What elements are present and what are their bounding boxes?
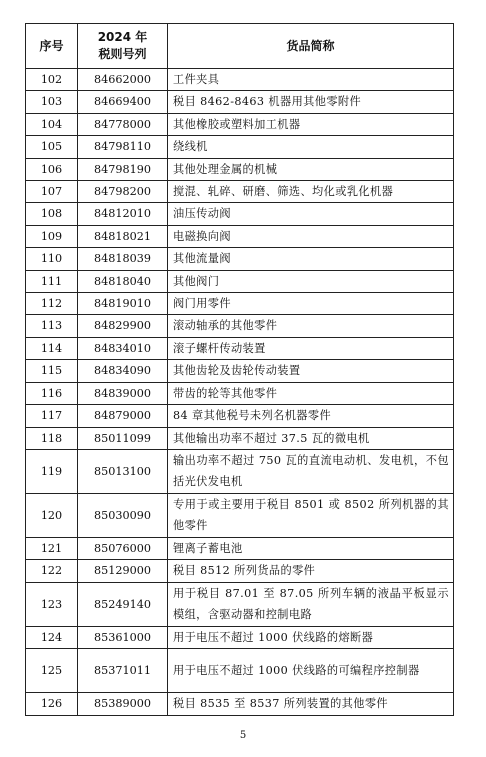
table-row <box>26 203 454 225</box>
row-code-cell: 84829900 <box>78 315 168 337</box>
row-code-cell: 84818039 <box>78 248 168 270</box>
row-code-cell: 84669400 <box>78 91 168 113</box>
row-name-cell: 其他输出功率不超过 37.5 瓦的微电机 <box>168 427 454 449</box>
table-row <box>26 270 454 292</box>
row-code-cell: 84879000 <box>78 405 168 427</box>
table-row <box>26 582 454 626</box>
row-seq-cell: 125 <box>26 649 78 693</box>
table-row <box>26 360 454 382</box>
row-seq-cell: 108 <box>26 203 78 225</box>
row-seq-cell: 117 <box>26 405 78 427</box>
row-name-cell: 阀门用零件 <box>168 293 454 315</box>
row-code-cell: 84812010 <box>78 203 168 225</box>
row-code-cell: 84834090 <box>78 360 168 382</box>
row-seq-cell: 123 <box>26 582 78 626</box>
row-seq-cell: 102 <box>26 69 78 91</box>
row-code-cell: 85371011 <box>78 649 168 693</box>
table-row <box>26 136 454 158</box>
row-name-cell: 搅混、轧碎、研磨、筛选、均化或乳化机器 <box>168 181 454 203</box>
row-code-cell: 85389000 <box>78 693 168 715</box>
row-seq-cell: 114 <box>26 337 78 359</box>
row-seq-cell: 122 <box>26 560 78 582</box>
row-seq-cell: 113 <box>26 315 78 337</box>
row-code-cell: 84818021 <box>78 225 168 247</box>
row-name-cell: 其他处理金属的机械 <box>168 158 454 180</box>
row-name-cell: 税目 8512 所列货品的零件 <box>168 560 454 582</box>
row-seq-cell: 120 <box>26 493 78 537</box>
table-row <box>26 405 454 427</box>
row-seq-cell: 112 <box>26 293 78 315</box>
row-name-cell: 输出功率不超过 750 瓦的直流电动机、发电机，不包括光伏发电机 <box>168 449 454 493</box>
table-row <box>26 649 454 693</box>
row-name-cell: 税目 8535 至 8537 所列装置的其他零件 <box>168 693 454 715</box>
row-name-cell: 其他橡胶或塑料加工机器 <box>168 113 454 135</box>
row-seq-cell: 118 <box>26 427 78 449</box>
row-seq-cell: 110 <box>26 248 78 270</box>
page-number: 5 <box>239 730 247 741</box>
row-code-cell: 84798110 <box>78 136 168 158</box>
row-code-cell: 84819010 <box>78 293 168 315</box>
row-code-cell: 84662000 <box>78 69 168 91</box>
row-seq-cell: 106 <box>26 158 78 180</box>
row-seq-cell: 115 <box>26 360 78 382</box>
row-seq-cell: 111 <box>26 270 78 292</box>
row-name-cell: 专用于或主要用于税目 8501 或 8502 所列机器的其他零件 <box>168 493 454 537</box>
row-code-cell: 85011099 <box>78 427 168 449</box>
row-code-cell: 84798190 <box>78 158 168 180</box>
row-seq-cell: 109 <box>26 225 78 247</box>
row-code-cell: 85013100 <box>78 449 168 493</box>
table-row <box>26 337 454 359</box>
table-row <box>26 91 454 113</box>
row-seq-cell: 104 <box>26 113 78 135</box>
row-code-cell: 84818040 <box>78 270 168 292</box>
row-code-cell: 84834010 <box>78 337 168 359</box>
table-header <box>26 24 454 69</box>
row-code-cell: 84778000 <box>78 113 168 135</box>
row-name-cell: 工件夹具 <box>168 69 454 91</box>
table-row <box>26 225 454 247</box>
row-code-cell: 85030090 <box>78 493 168 537</box>
header-seq: 序号 <box>26 24 78 69</box>
header-row <box>26 24 454 69</box>
row-seq-cell: 103 <box>26 91 78 113</box>
row-name-cell: 其他阀门 <box>168 270 454 292</box>
header-code-line2: 税则号列 <box>98 47 147 61</box>
table-row <box>26 158 454 180</box>
row-name-cell: 绕线机 <box>168 136 454 158</box>
tariff-table <box>25 23 454 716</box>
header-code-line1: 2024 年 <box>97 30 148 44</box>
row-seq-cell: 121 <box>26 537 78 559</box>
table-row <box>26 560 454 582</box>
row-code-cell: 85249140 <box>78 582 168 626</box>
table-row <box>26 69 454 91</box>
row-code-cell: 85361000 <box>78 626 168 648</box>
table-row <box>26 181 454 203</box>
row-name-cell: 用于电压不超过 1000 伏线路的可编程序控制器 <box>168 649 454 693</box>
tariff-table-container <box>25 23 453 716</box>
row-name-cell: 其他流量阀 <box>168 248 454 270</box>
table-row <box>26 693 454 715</box>
table-body <box>26 69 454 716</box>
table-row <box>26 427 454 449</box>
row-name-cell: 油压传动阀 <box>168 203 454 225</box>
row-name-cell: 滚动轴承的其他零件 <box>168 315 454 337</box>
row-code-cell: 85129000 <box>78 560 168 582</box>
row-seq-cell: 126 <box>26 693 78 715</box>
row-name-cell: 滚子螺杆传动装置 <box>168 337 454 359</box>
row-name-cell: 带齿的轮等其他零件 <box>168 382 454 404</box>
table-row <box>26 493 454 537</box>
row-code-cell: 85076000 <box>78 537 168 559</box>
table-row <box>26 537 454 559</box>
header-code <box>78 24 168 69</box>
row-code-cell: 84798200 <box>78 181 168 203</box>
table-row <box>26 293 454 315</box>
table-row <box>26 248 454 270</box>
row-name-cell: 锂离子蓄电池 <box>168 537 454 559</box>
row-seq-cell: 116 <box>26 382 78 404</box>
row-name-cell: 其他齿轮及齿轮传动装置 <box>168 360 454 382</box>
row-seq-cell: 107 <box>26 181 78 203</box>
table-row <box>26 449 454 493</box>
table-row <box>26 315 454 337</box>
row-name-cell: 用于电压不超过 1000 伏线路的熔断器 <box>168 626 454 648</box>
row-seq-cell: 119 <box>26 449 78 493</box>
table-row <box>26 626 454 648</box>
row-seq-cell: 105 <box>26 136 78 158</box>
header-name: 货品简称 <box>168 24 454 69</box>
row-name-cell: 税目 8462-8463 机器用其他零附件 <box>168 91 454 113</box>
table-row <box>26 113 454 135</box>
row-name-cell: 用于税目 87.01 至 87.05 所列车辆的液晶平板显示模组，含驱动器和控制电路 <box>168 582 454 626</box>
table-row <box>26 382 454 404</box>
row-name-cell: 84 章其他税号未列名机器零件 <box>168 405 454 427</box>
row-name-cell: 电磁换向阀 <box>168 225 454 247</box>
row-code-cell: 84839000 <box>78 382 168 404</box>
row-seq-cell: 124 <box>26 626 78 648</box>
